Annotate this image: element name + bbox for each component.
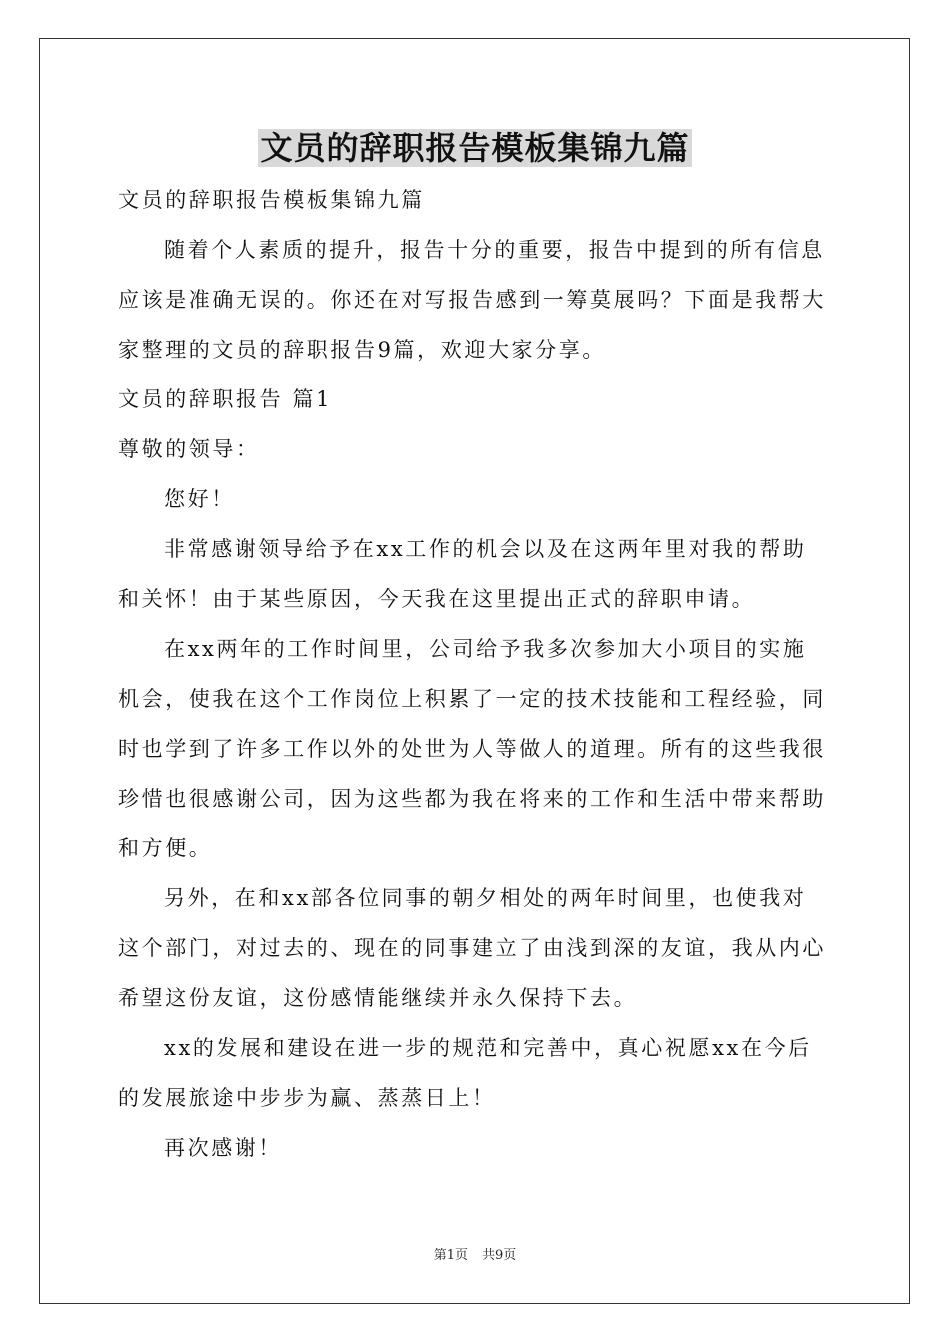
salutation: 尊敬的领导：: [118, 437, 260, 461]
paragraph-1-line: 非常感谢领导给予在xx工作的机会以及在这两年里对我的帮助: [164, 537, 807, 561]
page-number-total: 共9页: [482, 1248, 517, 1263]
paragraph-2-line: 珍惜也很感谢公司，因为这些都为我在将来的工作和生活中带来帮助: [118, 787, 826, 811]
document-title-text: 文员的辞职报告模板集锦九篇: [260, 129, 690, 167]
page-number-current: 第1页: [433, 1248, 468, 1263]
paragraph-4-line: xx的发展和建设在进一步的规范和完善中，真心祝愿xx在今后: [164, 1036, 812, 1060]
intro-line: 随着个人素质的提升，报告十分的重要，报告中提到的所有信息: [164, 238, 825, 262]
paragraph-3-line: 这个部门，对过去的、现在的同事建立了由浅到深的友谊，我从内心: [118, 936, 826, 960]
intro-line: 家整理的文员的辞职报告9篇，欢迎大家分享。: [118, 338, 606, 362]
paragraph-3-line: 另外，在和xx部各位同事的朝夕相处的两年时间里，也使我对: [164, 886, 807, 910]
greeting: 您好！: [164, 487, 235, 511]
document-title: [0, 126, 950, 170]
section-heading: 文员的辞职报告 篇1: [118, 387, 333, 411]
paragraph-4-line: 的发展旅途中步步为赢、蒸蒸日上！: [118, 1086, 496, 1110]
page-border: [39, 38, 910, 1304]
intro-line: 应该是准确无误的。你还在对写报告感到一筹莫展吗？下面是我帮大: [118, 288, 826, 312]
paragraph-2-line: 机会，使我在这个工作岗位上积累了一定的技术技能和工程经验，同: [118, 687, 826, 711]
closing-line: 再次感谢！: [164, 1136, 282, 1160]
paragraph-1-line: 和关怀！由于某些原因，今天我在这里提出正式的辞职申请。: [118, 587, 756, 611]
paragraph-3-line: 希望这份友谊，这份感情能继续并永久保持下去。: [118, 986, 638, 1010]
paragraph-2-line: 在xx两年的工作时间里，公司给予我多次参加大小项目的实施: [164, 637, 807, 661]
document-subtitle: 文员的辞职报告模板集锦九篇: [118, 188, 425, 212]
paragraph-2-line: 和方便。: [118, 836, 213, 860]
page-footer: [0, 1247, 950, 1265]
paragraph-2-line: 时也学到了许多工作以外的处世为人等做人的道理。所有的这些我很: [118, 737, 826, 761]
